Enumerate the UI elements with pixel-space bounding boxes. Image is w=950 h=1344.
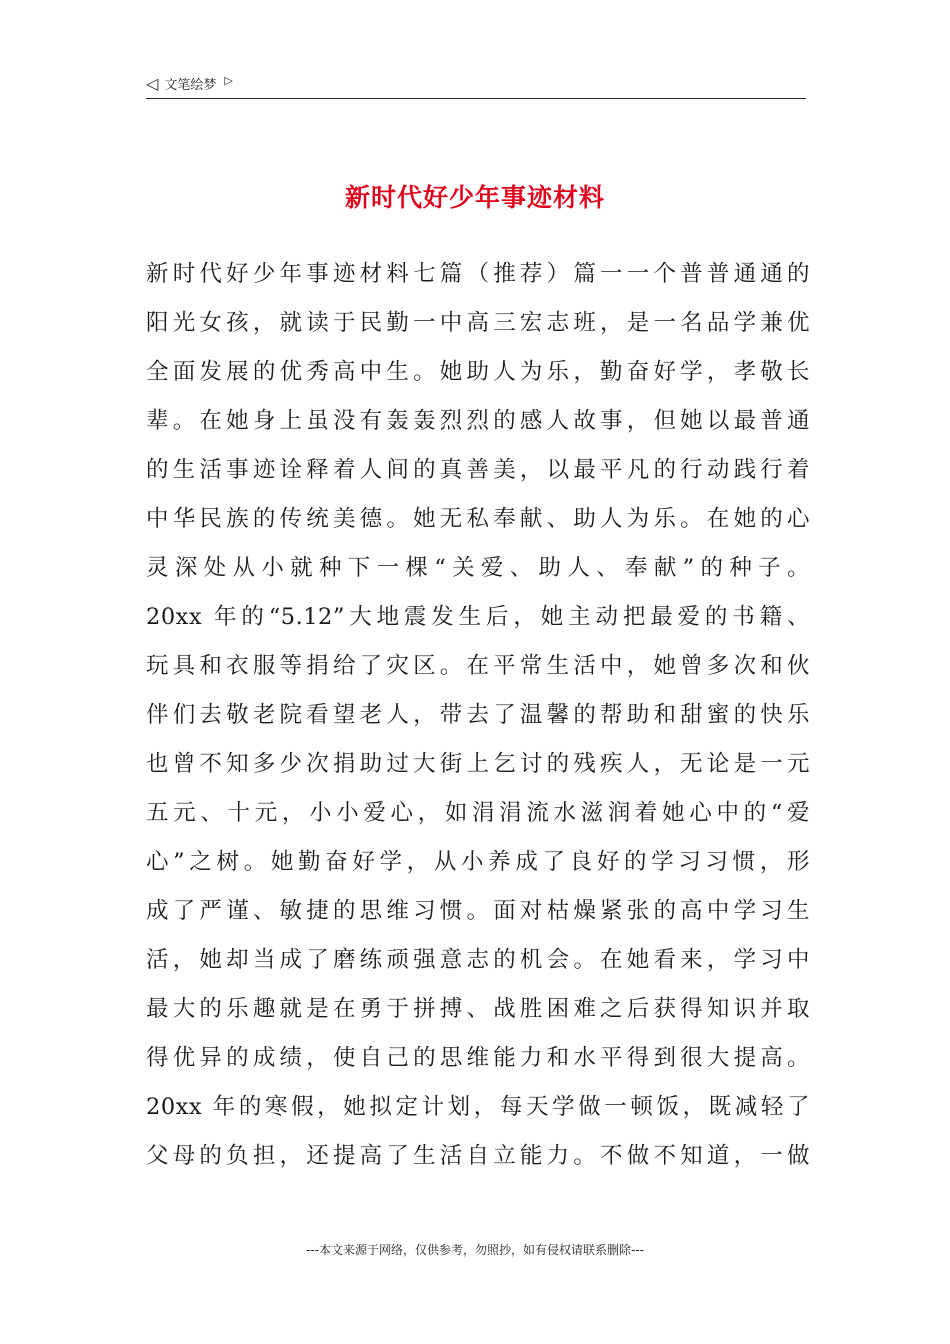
body-line: 玩具和衣服等捐给了灾区。在平常生活中，她曾多次和伙 [146, 653, 810, 679]
body-line: 20xx 年的寒假，她拟定计划，每天学做一顿饭，既减轻了 [146, 1094, 810, 1120]
page-header [146, 70, 806, 99]
body-line: 新时代好少年事迹材料七篇（推荐）篇一一个普普通通的 [146, 261, 810, 287]
body-line: 也曾不知多少次捐助过大街上乞讨的残疾人，无论是一元 [146, 751, 810, 777]
body-line: 的生活事迹诠释着人间的真善美，以最平凡的行动践行着 [146, 457, 810, 483]
body-line: 父母的负担，还提高了生活自立能力。不做不知道，一做 [146, 1143, 810, 1169]
body-line: 中华民族的传统美德。她无私奉献、助人为乐。在她的心 [146, 506, 810, 532]
header-brand: 文笔绘梦 [164, 78, 217, 93]
footer-notice: ---本文来源于网络，仅供参考，勿照抄，如有侵权请联系删除--- [306, 1243, 644, 1257]
document-body [146, 250, 810, 1181]
body-line: 五元、十元，小小爱心，如涓涓流水滋润着她心中的“爱 [146, 800, 810, 826]
body-line: 最大的乐趣就是在勇于拼搏、战胜困难之后获得知识并取 [146, 996, 810, 1022]
body-line: 活，她却当成了磨练顽强意志的机会。在她看来，学习中 [146, 947, 810, 973]
body-line: 心”之树。她勤奋好学，从小养成了良好的学习习惯，形 [146, 849, 810, 875]
triangle-left-icon: ◁ [146, 73, 159, 93]
document-title: 新时代好少年事迹材料 [344, 183, 605, 212]
triangle-right-icon: ▷ [224, 74, 233, 87]
body-line: 伴们去敬老院看望老人，带去了温馨的帮助和甜蜜的快乐 [146, 702, 810, 728]
body-line: 辈。在她身上虽没有轰轰烈烈的感人故事，但她以最普通 [146, 408, 810, 434]
body-line: 阳光女孩，就读于民勤一中高三宏志班，是一名品学兼优 [146, 310, 810, 336]
body-line: 灵深处从小就种下一棵“关爱、助人、奉献”的种子。 [146, 555, 810, 581]
body-line: 20xx 年的“5.12”大地震发生后，她主动把最爱的书籍、 [146, 604, 810, 630]
body-line: 得优异的成绩，使自己的思维能力和水平得到很大提高。 [146, 1045, 810, 1071]
body-line: 全面发展的优秀高中生。她助人为乐，勤奋好学，孝敬长 [146, 359, 810, 385]
body-line: 成了严谨、敏捷的思维习惯。面对枯燥紧张的高中学习生 [146, 898, 810, 924]
header-brand-group [146, 74, 233, 93]
